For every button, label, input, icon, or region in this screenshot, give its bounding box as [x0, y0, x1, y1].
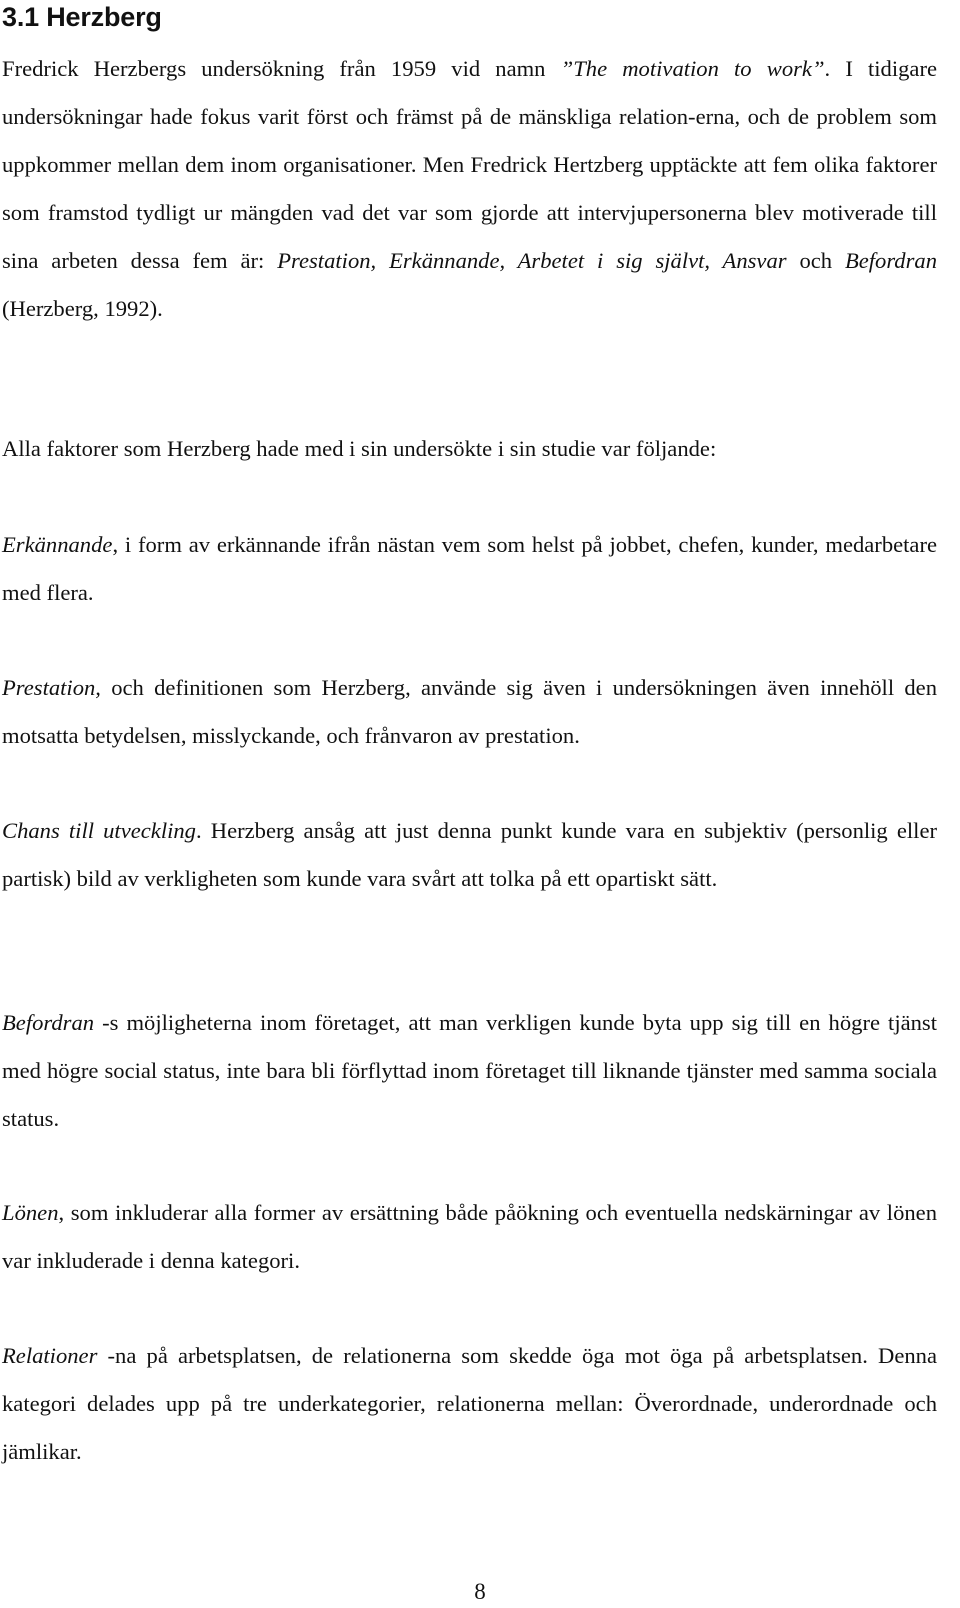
paragraph-text: , som inkluderar alla former av ersättning både påökning och eventuella nedskärningar av lönen var inkluderade i denna kategori.	[2, 1200, 937, 1273]
paragraph-factors-intro	[2, 425, 937, 473]
paragraph-prestation	[2, 664, 937, 760]
paragraph-text: Alla faktorer som Herzberg hade med i sin undersökte i sin studie var följande:	[2, 436, 717, 461]
paragraph-intro	[2, 45, 937, 333]
factor-term: Befordran	[2, 1010, 95, 1035]
paragraph-erkannande	[2, 521, 937, 617]
paragraph-text: . I tidigare undersökningar hade fokus varit först och främst på de mänskliga relation-erna, och de problem som uppkommer mellan dem inom organisationer. Men Fredrick Hertzberg upptäckte att fem olika faktorer som framstod tydligt ur mängden vad det var som gjorde att intervjupersonerna blev motiverade till sina arbeten dessa fem är:	[2, 56, 937, 273]
paragraph-text: och definitionen som Herzberg, använde sig även i undersökningen även innehöll den motsatta betydelsen, misslyckande, och frånvaron av prestation.	[2, 675, 937, 748]
paragraph-befordran	[2, 999, 937, 1143]
factor-term: Erkännande	[2, 532, 113, 557]
citation: (Herzberg, 1992).	[2, 296, 163, 321]
book-title: ”The motivation to work”	[560, 56, 825, 81]
paragraph-text: -s möjligheterna inom företaget, att man verkligen kunde byta upp sig till en högre tjänst med högre social status, inte bara bli förflyttad inom företaget till liknande tjänster med samma sociala status.	[2, 1010, 937, 1131]
paragraph-text: . Herzberg ansåg att just denna punkt kunde vara en subjektiv (personlig eller partisk) bild av verkligheten som kunde vara svårt att tolka på ett opartiskt sätt.	[2, 818, 937, 891]
section-heading: 3.1 Herzberg	[2, 2, 162, 32]
factor-term: Relationer	[2, 1343, 98, 1368]
paragraph-text: Fredrick Herzbergs undersökning från 1959 vid namn	[2, 56, 561, 81]
paragraph-utveckling	[2, 807, 937, 903]
factor-term: Prestation,	[2, 675, 101, 700]
paragraph-text: , i form av erkännande ifrån nästan vem som helst på jobbet, chefen, kunder, medarbetare med flera.	[2, 532, 937, 605]
factor-term: Befordran	[844, 248, 937, 273]
page-number: 8	[474, 1579, 486, 1604]
factor-list: Prestation, Erkännande, Arbetet i sig självt, Ansvar	[277, 248, 787, 273]
paragraph-lonen	[2, 1189, 937, 1285]
factor-term: Lönen	[2, 1200, 59, 1225]
paragraph-text: och	[786, 248, 845, 273]
factor-term: Chans till utveckling	[2, 818, 196, 843]
paragraph-relationer	[2, 1332, 937, 1476]
paragraph-text: -na på arbetsplatsen, de relationerna som skedde öga mot öga på arbetsplatsen. Denna kategori delades upp på tre underkategorier, relationerna mellan: Överordnade, underordnade och jämlikar.	[2, 1343, 937, 1464]
